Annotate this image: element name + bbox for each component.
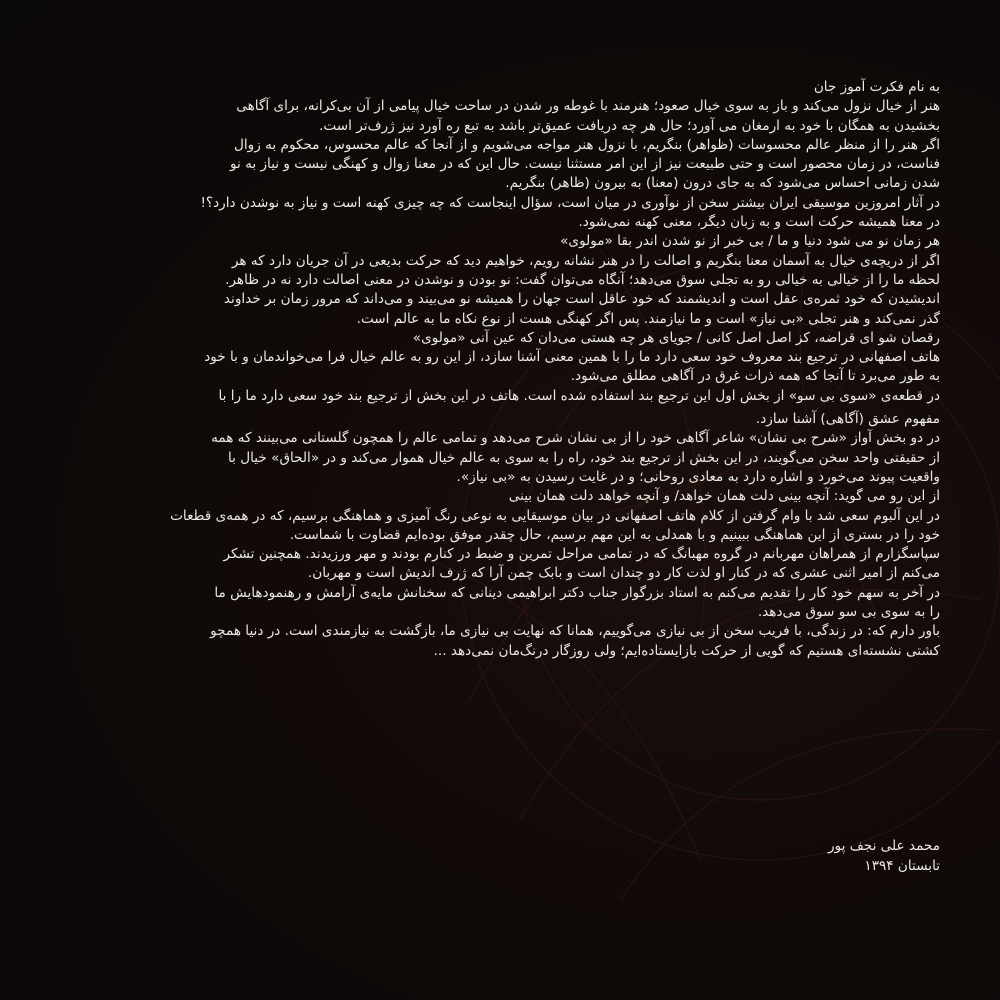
text-line: در این آلبوم سعی شد با وام گرفتن از کلام هاتف اصفهانی در بیان موسیقایی به نوعی رنگ آمیزی و هماهنگی برسیم، که در همه‌ی قطعات [170,507,940,524]
poem-line: هر زمان نو می شود دنیا و ما / بی خبر از نو شدن اندر بقا «مولوی» [560,233,940,250]
text-line: به طور می‌برد تا آنجا که همه ذرات غرق در آگاهی مطلق می‌شود. [570,368,940,385]
poem-line: از این رو می گوید: آنچه بینی دلت همان خواهد/ و آنچه خواهد دلت همان بینی [508,488,940,505]
text-line: هاتف اصفهانی در ترجیع بند معروف خود سعی دارد ما را با همین معنی آشنا سازد، از این رو به عالم خیال فرا می‌خواندمان و با خود [204,349,940,366]
text-line: کشتی نشسته‌ای هستیم که گویی از حرکت بازایستاده‌ایم؛ ولی روزگار درنگ‌مان نمی‌دهد ... [433,642,940,659]
text-line: را به سوی بی سو سوق می‌دهد. [757,604,940,621]
text-line: از حقیقتی واحد سخن می‌گویند، در این بخش از ترجیع بند خود، راه را به سوی به عالم خیال هموار می‌کند و در «الحاق» خیال با [228,449,940,466]
text-line: هنر از خیال نزول می‌کند و باز به سوی خیال صعود؛ هنرمند با غوطه ور شدن در ساحت خیال پیامی از آن بی‌کرانه، برای آگاهی [236,98,940,115]
text-line: بخشیدن به همگان با خود به ارمغان می آورد؛ حال هر چه دریافت عمیق‌تر باشد به تبع ره آورد نیز ژرف‌تر است. [319,117,940,134]
author-name: محمد علی نجف پور [828,838,940,854]
text-line: اگر از دریچه‌ی خیال به آسمان معنا بنگریم و اصالت را در هنر نشانه رویم، خواهیم دید که حرکت بدیعی در آن جریان دارد که هر [231,252,940,269]
text-line: در دو بخش آواز «شرح بی نشان» شاعر آگاهی خود را از بی نشان شرح می‌دهد و تمامی عالم را همچون گلستانی می‌بینند که همه [211,430,940,447]
text-line: اگر هنر را از منظر عالم محسوسات (ظواهر) بنگریم، با نزول هنر مواجه می‌شویم و از آنجا که عالم محسوس، محکوم به زوال [234,136,940,153]
text-line: اندیشیدن که خود ثمره‌ی عقل است و اندیشمند که خود عاقل است جهان را همیشه نو می‌بیند و می‌داند که مرور زمان بر خداوند [223,291,940,308]
text-line: در آثار امروزین موسیقی ایران بیشتر سخن از نوآوری در میان است، سؤال اینجاست که چه چیزی کهنه است و نیاز به نوشدن دارد؟! [200,194,940,211]
poem-line: رقصان شو ای قراضه، کز اصل اصل کانی / جویای هر چه هستی می‌دان که عین آنی «مولوی» [412,329,940,346]
text-line: در معنا همیشه حرکت است و به زبان دیگر، معنی کهنه نمی‌شود. [578,214,940,231]
signature-date: تابستان ۱۳۹۴ [864,858,940,874]
text-line: گذر نمی‌کند و هنر تجلی «بی نیاز» است و ما نیازمند. پس اگر کهنگی هست از نوع نکاه ما به عالم است. [356,310,940,327]
text-line: شدن زمانی احساس می‌شود که به جای درون (معنا) به بیرون (ظاهر) بنگریم. [505,175,940,192]
text-line: سپاسگزارم از همراهان مهربانم در گروه مهبانگ که در تمامی مراحل تمرین و ضبط در کنارم بودند و مهر ورزیدند. همچنین تشکر [223,546,940,563]
text-line: واقعیت پیوند می‌خورد و اشاره دارد به معادی روحانی؛ و در غایت رسیدن به «بی نیاز». [456,468,940,485]
text-line: باور دارم که: در زندگی، با فریب سخن از بی نیازی می‌گوییم، همانا که نهایت بی نیازی ما، بازگشت به نیازمندی است. در دنیا همچو [210,623,940,640]
text-line: می‌کنم از امیر اثنی عشری که در کنار او لذت کار دو چندان است و بابک چمن آرا که ژرف اندیش است و مهربان. [307,565,940,582]
text-line: لحظه ما را از خیالی به خیالی رو به تجلی سوق می‌دهد؛ آنگاه می‌توان گفت: نو بودن و نوشدن در معنی اصالت دارد نه در ظاهر. [225,271,940,288]
text-line: مفهوم عشق (آگاهی) آشنا سازد. [755,411,940,428]
text-line: به نام فکرت آموز جان [813,79,940,95]
signature-block [828,836,940,876]
text-line: خود را در بستری از این هماهنگی ببینیم و با همدلی به این مهم برسیم، حال چقدر موفق بوده‌ایم قضاوت با شماست. [289,526,940,543]
body-text [60,78,940,661]
text-line: در آخر به سهم خود کار را تقدیم می‌کنم به استاد بزرگوار جناب دکتر ابراهیمی دینانی که سخنانش مایه‌ی آرامش و رهنمودهایش ما [214,584,940,601]
text-line: فناست، در زمان محصور است و حتی طبیعت نیز از این امر مستثنا نیست. حال این که در معنا زوال و کهنگی نیست و نیاز به نو [229,156,940,173]
text-line: در قطعه‌ی «سوی بی سو» از بخش اول این ترجیع بند استفاده شده است. هاتف در این بخش از ترجیع بند خود سعی دارد ما را با [218,387,940,404]
